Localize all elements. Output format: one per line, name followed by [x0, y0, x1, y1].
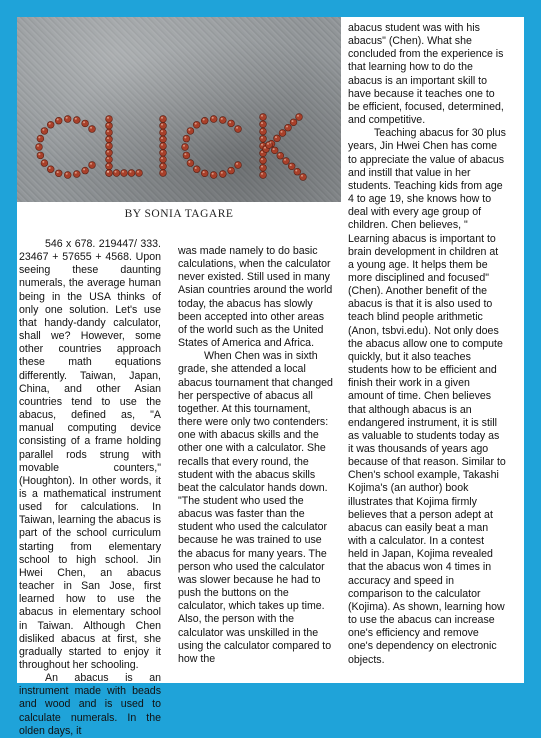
- col2-paragraph-2: When Chen was in sixth grade, she attended a local abacus tournament that changed her perspective of abacus all together. At this tournament, there were only two contenders: one with abacus skills and the other one with a calculator. She recalls that every round, the student with the abacus skills beat the calculator hands down. "The student who used the abacus was faster than the student who used the calculator because he was trained to use the abacus for many years. The person who used the calculator was slower because he had to push the buttons on the calculator, which takes up time. Also, the person with the calculator was unskilled in the using the calculator compared to how the: [178, 350, 333, 665]
- article-photo: [17, 17, 341, 202]
- column-3: [348, 22, 506, 667]
- column-1: [19, 238, 161, 738]
- col1-paragraph-1: 546 x 678. 219447/ 333. 23467 + 57655 + 4568. Upon seeing these daunting numerals, the average human being in the USA thinks of only one solution. Let's use that handy-dandy calculator, shall we? However, some other countries approach these math equations differently. Taiwan, Japan, China, and other Asian countries tend to use the abacus, defined as, "A manual computing device consisting of a frame holding parallel rods strung with movable counters," (Houghton). In other words, it is a mathematical instrument used for calculations. In Taiwan, learning the abacus is part of the school curriculum starting from elementary school to high school. Jin Hwei Chen, an abacus teacher in San Jose, first learned how to use the abacus in elementary school in Taiwan. Although Chen disliked abacus at first, she gradually started to enjoy it throughout her schooling.: [19, 238, 161, 671]
- byline: BY SONIA TAGARE: [124, 208, 234, 220]
- column-2: [178, 245, 333, 666]
- col3-paragraph-2: Teaching abacus for 30 plus years, Jin Hwei Chen has come to appreciate the value of abacus and instill that value in her students. Teaching kids from age 4 to age 19, she knows how to deal with every age group of children. Chen believes, " Learning abacus is important to brain development in children at a young age. It helps them be more disciplined and focused" (Chen). Another benefit of the abacus is that it is also used to teach blind people arithmetic (Anon, tsbvi.edu). Not only does the abacus allow one to compute quickly, but it also teaches students how to be efficient and finish their work in a given amount of time. Chen believes that although abacus is an endangered instrument, it is still as valuable to students today as it was thousands of years ago because of that reason. Similar to Chen's school example, Takashi Kojima's (an author) book illustrates that Kojima firmly believes that a person adept at abacus can easily beat a man with a calculator. In a contest held in Japan, Kojima revealed that the abacus won 4 times in accuracy and speed in comparison to the calculator (Kojima). As shown, learning how to use the abacus can increase one's efficiency and remove one's dependency on electronic objects.: [348, 127, 506, 666]
- col1-paragraph-2: An abacus is an instrument made with beads and wood and is used to calculate numerals. In the olden days, it: [19, 672, 161, 737]
- col3-paragraph-1: abacus student was with his abacus" (Chen). What she concluded from the experience is that learning how to do the abacus is an important skill to have because it teaches one to be efficient, focused, determined, and competitive.: [348, 22, 504, 127]
- col2-paragraph-1: was made namely to do basic calculations, when the calculator never existed. Still used in many Asian countries around the world today, the abacus has slowly been accepted into other areas of the world such as the United States of America and Africa.: [178, 245, 333, 350]
- bead-letters-image: [17, 17, 341, 202]
